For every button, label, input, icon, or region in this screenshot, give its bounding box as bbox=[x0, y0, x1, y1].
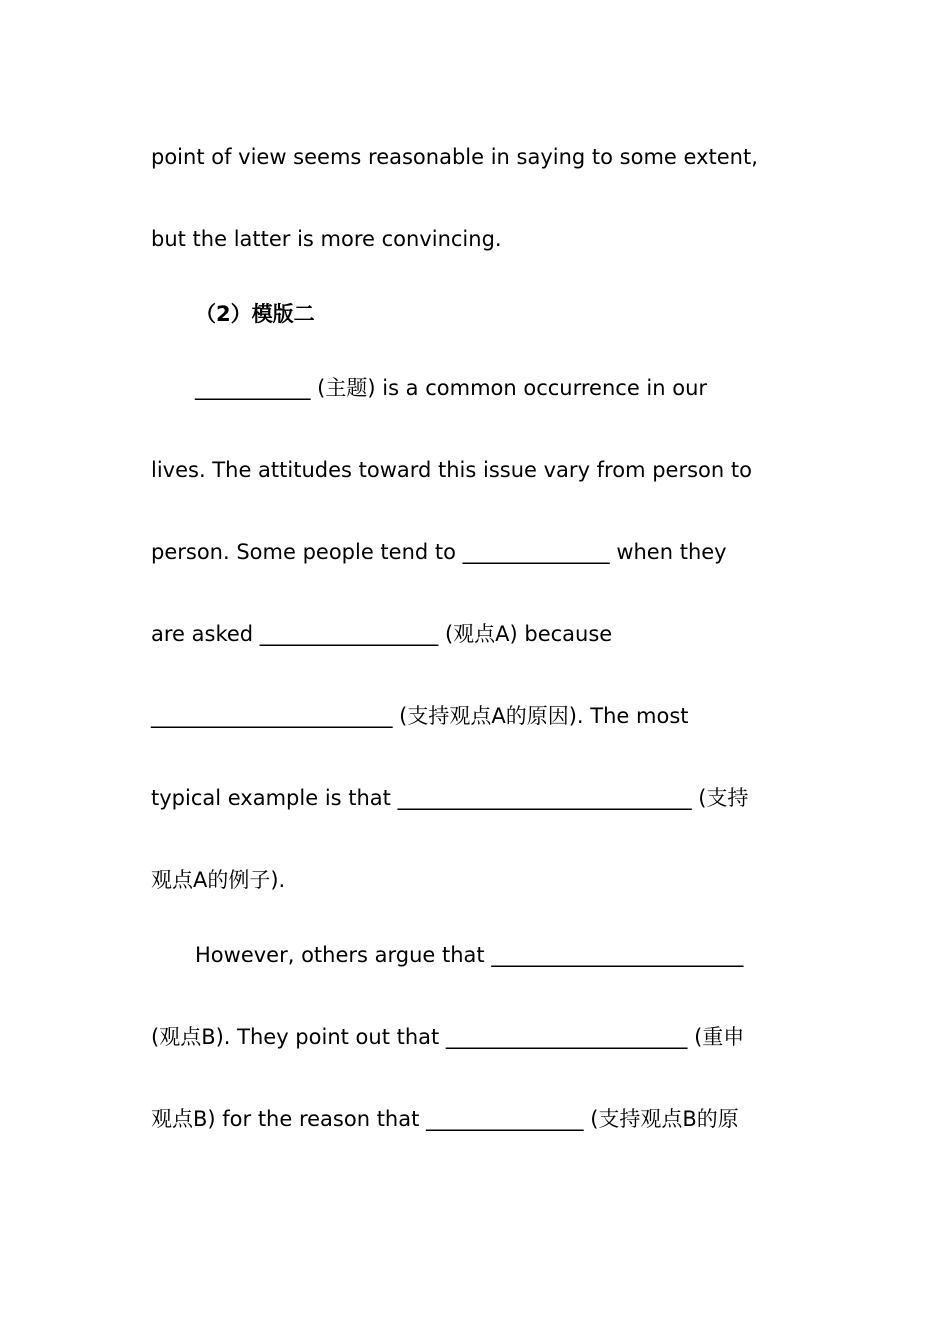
paragraph-line-3: ___________ (主题) is a common occurrence in our bbox=[195, 376, 708, 400]
paragraph-line-12: 观点B) for the reason that _______________ (支持观点B的原 bbox=[151, 1107, 739, 1131]
section-heading: （2）模版二 bbox=[195, 302, 315, 326]
paragraph-line-10: However, others argue that ________________________ bbox=[195, 943, 744, 967]
paragraph-line-4: lives. The attitudes toward this issue vary from person to bbox=[151, 458, 752, 482]
paragraph-line-2: but the latter is more convincing. bbox=[151, 227, 502, 251]
paragraph-line-5: person. Some people tend to ______________ when they bbox=[151, 540, 727, 564]
paragraph-line-9: 观点A的例子). bbox=[151, 868, 286, 892]
paragraph-line-6: are asked _________________ (观点A) because bbox=[151, 622, 613, 646]
paragraph-line-1: point of view seems reasonable in saying to some extent, bbox=[151, 145, 758, 169]
paragraph-line-8: typical example is that ____________________________ (支持 bbox=[151, 786, 749, 810]
paragraph-line-7: _______________________ (支持观点A的原因). The most bbox=[151, 704, 689, 728]
paragraph-line-11: (观点B). They point out that _______________________ (重申 bbox=[151, 1025, 745, 1049]
